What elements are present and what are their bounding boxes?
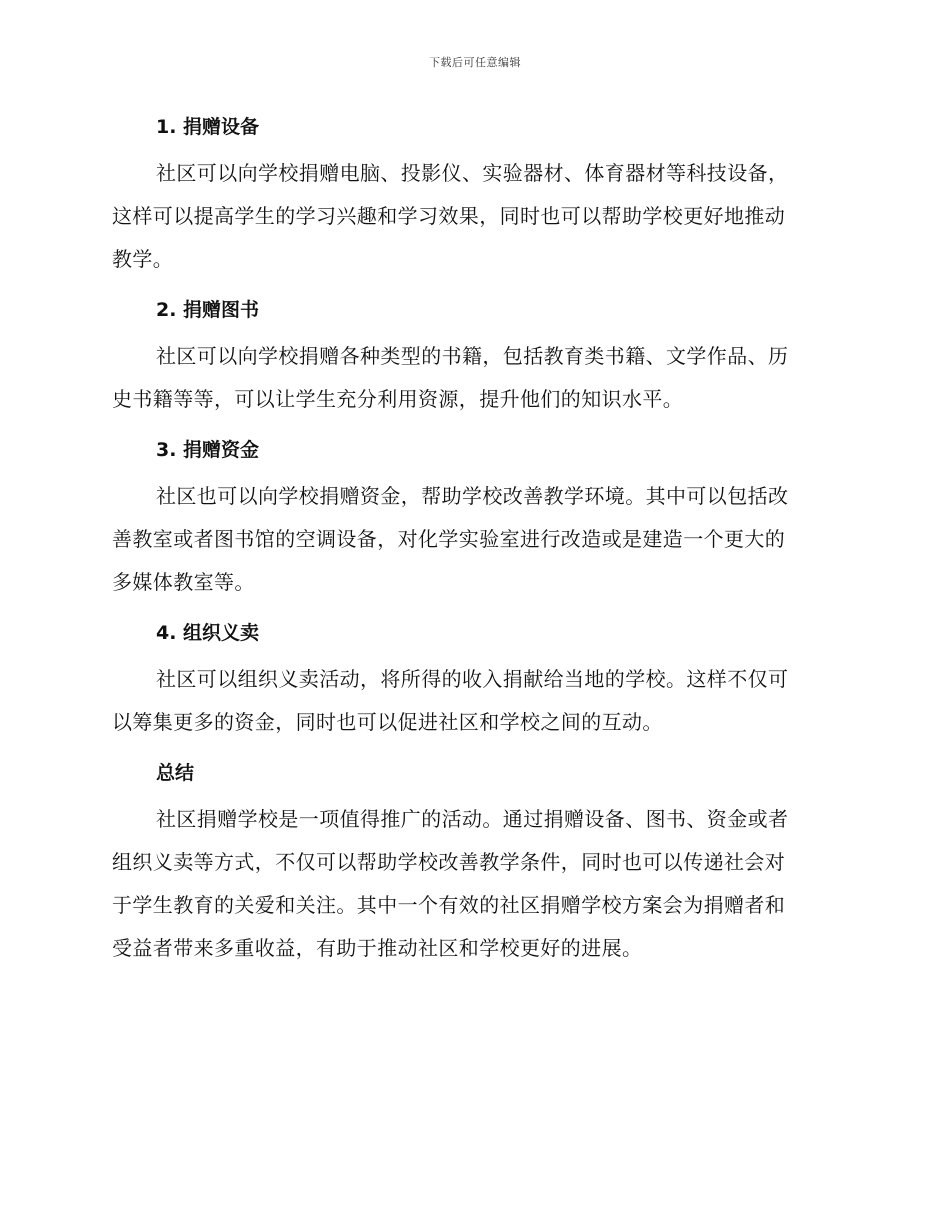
paragraph-line: 社区可以向学校捐赠各种类型的书籍，包括教育类书籍、文学作品、历 <box>156 344 789 368</box>
paragraph-line: 组织义卖等方式，不仅可以帮助学校改善教学条件，同时也可以传递社会对 <box>112 850 786 874</box>
paragraph-line: 善教室或者图书馆的空调设备，对化学实验室进行改造或是建造一个更大的 <box>112 527 786 551</box>
section-heading: 2. 捐赠图书 <box>156 299 260 321</box>
section-donate-books <box>112 291 832 421</box>
paragraph-line: 社区可以组织义卖活动，将所得的收入捐献给当地的学校。这样不仅可 <box>156 667 789 691</box>
paragraph-line: 社区捐赠学校是一项值得推广的活动。通过捐赠设备、图书、资金或者 <box>156 807 789 831</box>
section-paragraph <box>112 658 832 744</box>
section-donate-equipment <box>112 108 832 281</box>
section-paragraph <box>112 152 832 281</box>
section-heading: 3. 捐赠资金 <box>156 439 260 461</box>
paragraph-line: 社区可以向学校捐赠电脑、投影仪、实验器材、体育器材等科技设备， <box>156 161 789 185</box>
paragraph-line: 这样可以提高学生的学习兴趣和学习效果，同时也可以帮助学校更好地推动 <box>112 204 786 228</box>
paragraph-line: 于学生教育的关爱和关注。其中一个有效的社区捐赠学校方案会为捐赠者和 <box>112 893 786 917</box>
section-summary <box>112 754 832 970</box>
document-body <box>112 108 832 980</box>
paragraph-line: 受益者带来多重收益，有助于推动社区和学校更好的进展。 <box>112 936 643 960</box>
section-paragraph <box>112 335 832 421</box>
section-charity-sale <box>112 614 832 744</box>
section-heading: 1. 捐赠设备 <box>156 116 260 138</box>
section-paragraph <box>112 475 832 604</box>
page-header: 下载后可任意编辑 <box>429 56 521 69</box>
paragraph-line: 史书籍等等，可以让学生充分利用资源，提升他们的知识水平。 <box>112 387 684 411</box>
section-heading: 总结 <box>156 762 195 784</box>
paragraph-line: 多媒体教室等。 <box>112 570 255 594</box>
section-paragraph <box>112 798 832 970</box>
paragraph-line: 以筹集更多的资金，同时也可以促进社区和学校之间的互动。 <box>112 710 663 734</box>
paragraph-line: 教学。 <box>112 247 174 271</box>
paragraph-line: 社区也可以向学校捐赠资金，帮助学校改善教学环境。其中可以包括改 <box>156 484 789 508</box>
section-donate-funds <box>112 431 832 604</box>
section-heading: 4. 组织义卖 <box>156 622 260 644</box>
